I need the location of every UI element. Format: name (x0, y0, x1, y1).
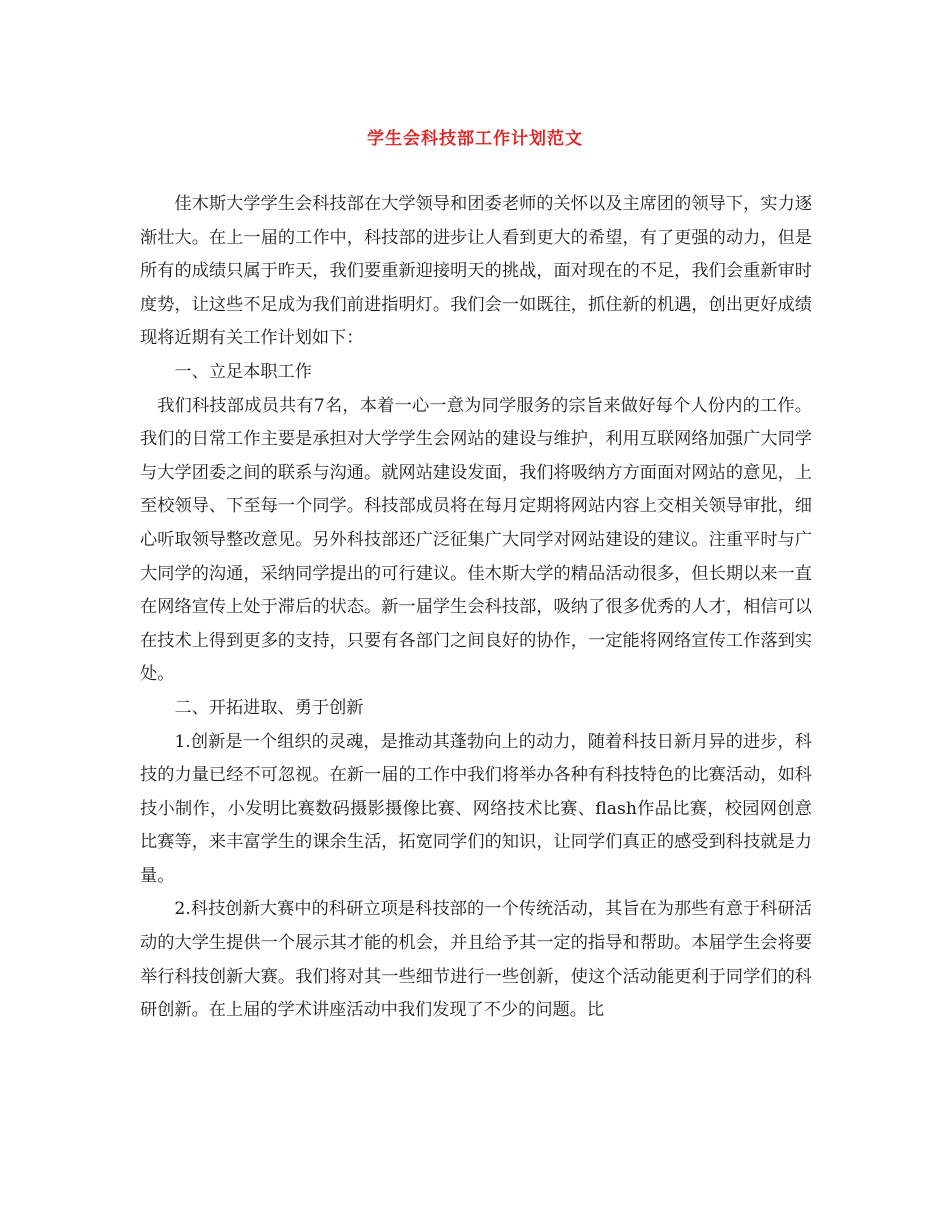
section-heading-2: 二、开拓进取、勇于创新 (174, 697, 364, 718)
paragraph-intro: 佳木斯大学学生会科技部在大学领导和团委老师的关怀以及主席团的领导下，实力逐渐壮大。在上一届的工作中，科技部的进步让人看到更大的希望，有了更强的动力，但是所有的成绩只属于昨天，我们要重新迎接明天的挑战，面对现在的不足，我们会重新审时度势，让这些不足成为我们前进指明灯。我们会一如既往，抓住新的机遇，创出更好成绩现将近期有关工作计划如下： (140, 194, 812, 349)
paragraph-item-1: 1.创新是一个组织的灵魂，是推动其蓬勃向上的动力，随着科技日新月异的进步，科技的力量已经不可忽视。在新一届的工作中我们将举办各种有科技特色的比赛活动，如科技小制作，小发明比赛数码摄影摄像比赛、网络技术比赛、flash作品比赛，校园网创意比赛等，来丰富学生的课余生活，拓宽同学们的知识，让同学们真正的感受到科技就是力量。 (140, 731, 812, 886)
document-body (140, 188, 812, 1028)
paragraph-section-1: 我们科技部成员共有7名，本着一心一意为同学服务的宗旨来做好每个人份内的工作。我们的日常工作主要是承担对大学学生会网站的建设与维护，利用互联网络加强广大同学与大学团委之间的联系与沟通。就网站建设发面，我们将吸纳方方面面对网站的意见，上至校领导、下至每一个同学。科技部成员将在每月定期将网站内容上交相关领导审批，细心听取领导整改意见。另外科技部还广泛征集广大同学对网站建设的建议。注重平时与广大同学的沟通，采纳同学提出的可行建议。佳木斯大学的精品活动很多，但长期以来一直在网络宣传上处于滞后的状态。新一届学生会科技部，吸纳了很多优秀的人才，相信可以在技术上得到更多的支持，只要有各部门之间良好的协作，一定能将网络宣传工作落到实处。 (140, 395, 812, 685)
document-title: 学生会科技部工作计划范文 (367, 129, 583, 149)
paragraph-item-2: 2.科技创新大赛中的科研立项是科技部的一个传统活动，其旨在为那些有意于科研活动的大学生提供一个展示其才能的机会，并且给予其一定的指导和帮助。本届学生会将要举行科技创新大赛。我们将对其一些细节进行一些创新，使这个活动能更利于同学们的科研创新。在上届的学术讲座活动中我们发现了不少的问题。比 (140, 899, 812, 1021)
section-heading-1: 一、立足本职工作 (174, 361, 312, 382)
